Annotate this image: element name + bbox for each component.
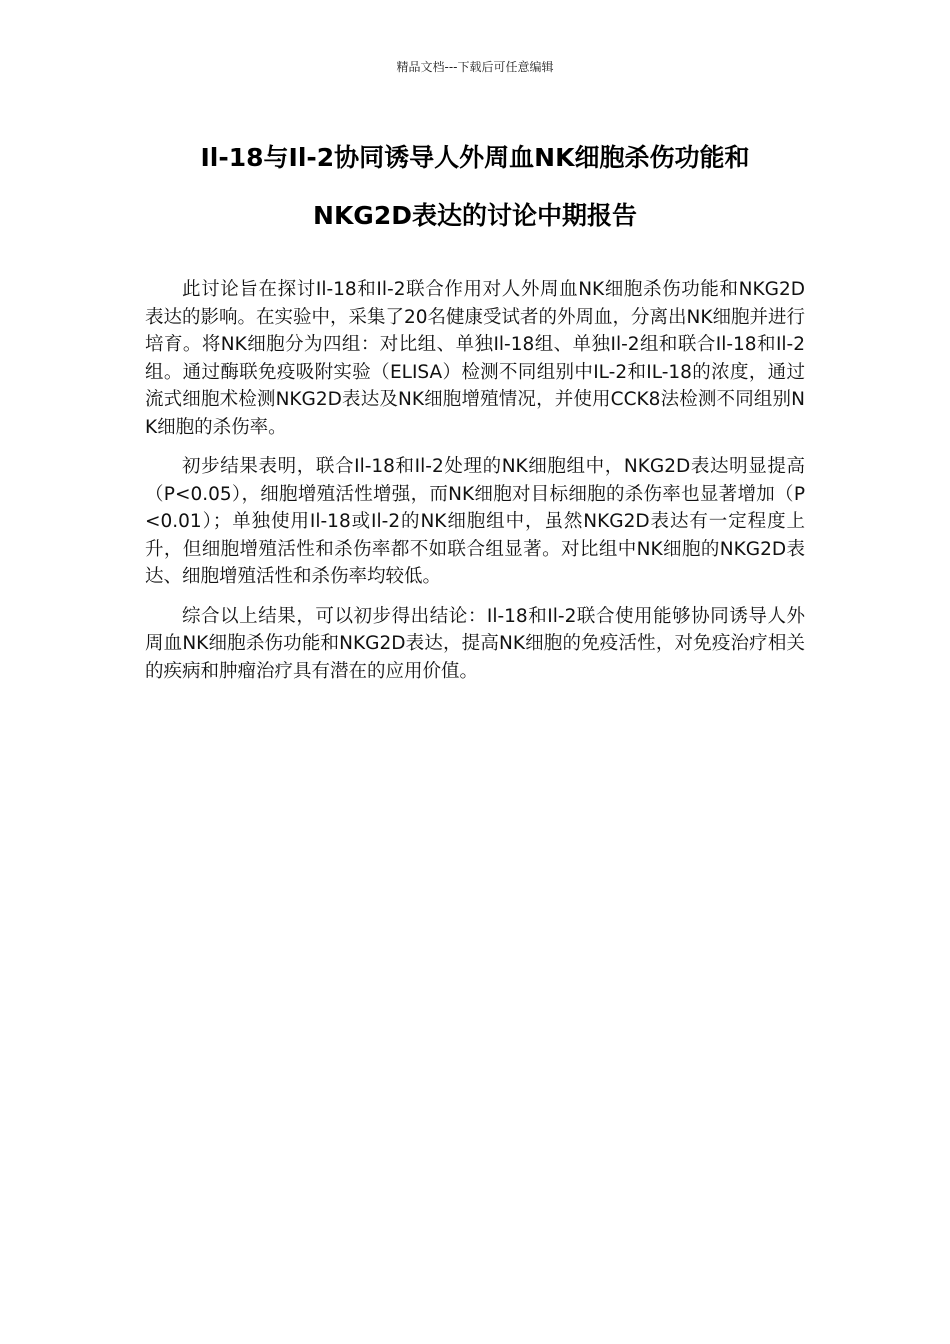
paragraph-results: 初步结果表明，联合Il-18和Il-2处理的NK细胞组中，NKG2D表达明显提高（P<0.05），细胞增殖活性增强，而NK细胞对目标细胞的杀伤率也显著增加（P<0.01）；单独使用Il-18或Il-2的NK细胞组中，虽然NKG2D表达有一定程度上升，但细胞增殖活性和杀伤率都不如联合组显著。对比组中NK细胞的NKG2D表达、细胞增殖活性和杀伤率均较低。 (145, 456, 805, 587)
document-title-line-2: NKG2D表达的讨论中期报告 (313, 201, 637, 230)
paragraph-methods: 此讨论旨在探讨Il-18和Il-2联合作用对人外周血NK细胞杀伤功能和NKG2D表达的影响。在实验中，采集了20名健康受试者的外周血，分离出NK细胞并进行培育。将NK细胞分为四组：对比组、单独Il-18组、单独Il-2组和联合Il-18和Il-2组。通过酶联免疫吸附实验（ELISA）检测不同组别中IL-2和IL-18的浓度，通过流式细胞术检测NKG2D表达及NK细胞增殖情况，并使用CCK8法检测不同组别NK细胞的杀伤率。 (145, 279, 806, 438)
document-title-line-1: Il-18与Il-2协同诱导人外周血NK细胞杀伤功能和 (200, 143, 750, 172)
paragraph-conclusion: 综合以上结果，可以初步得出结论：Il-18和Il-2联合使用能够协同诱导人外周血NK细胞杀伤功能和NKG2D表达，提高NK细胞的免疫活性，对免疫治疗相关的疾病和肿瘤治疗具有潜在的应用价值。 (145, 605, 805, 682)
document-body (145, 276, 805, 697)
page-header-note: 精品文档---下载后可任意编辑 (396, 60, 554, 74)
